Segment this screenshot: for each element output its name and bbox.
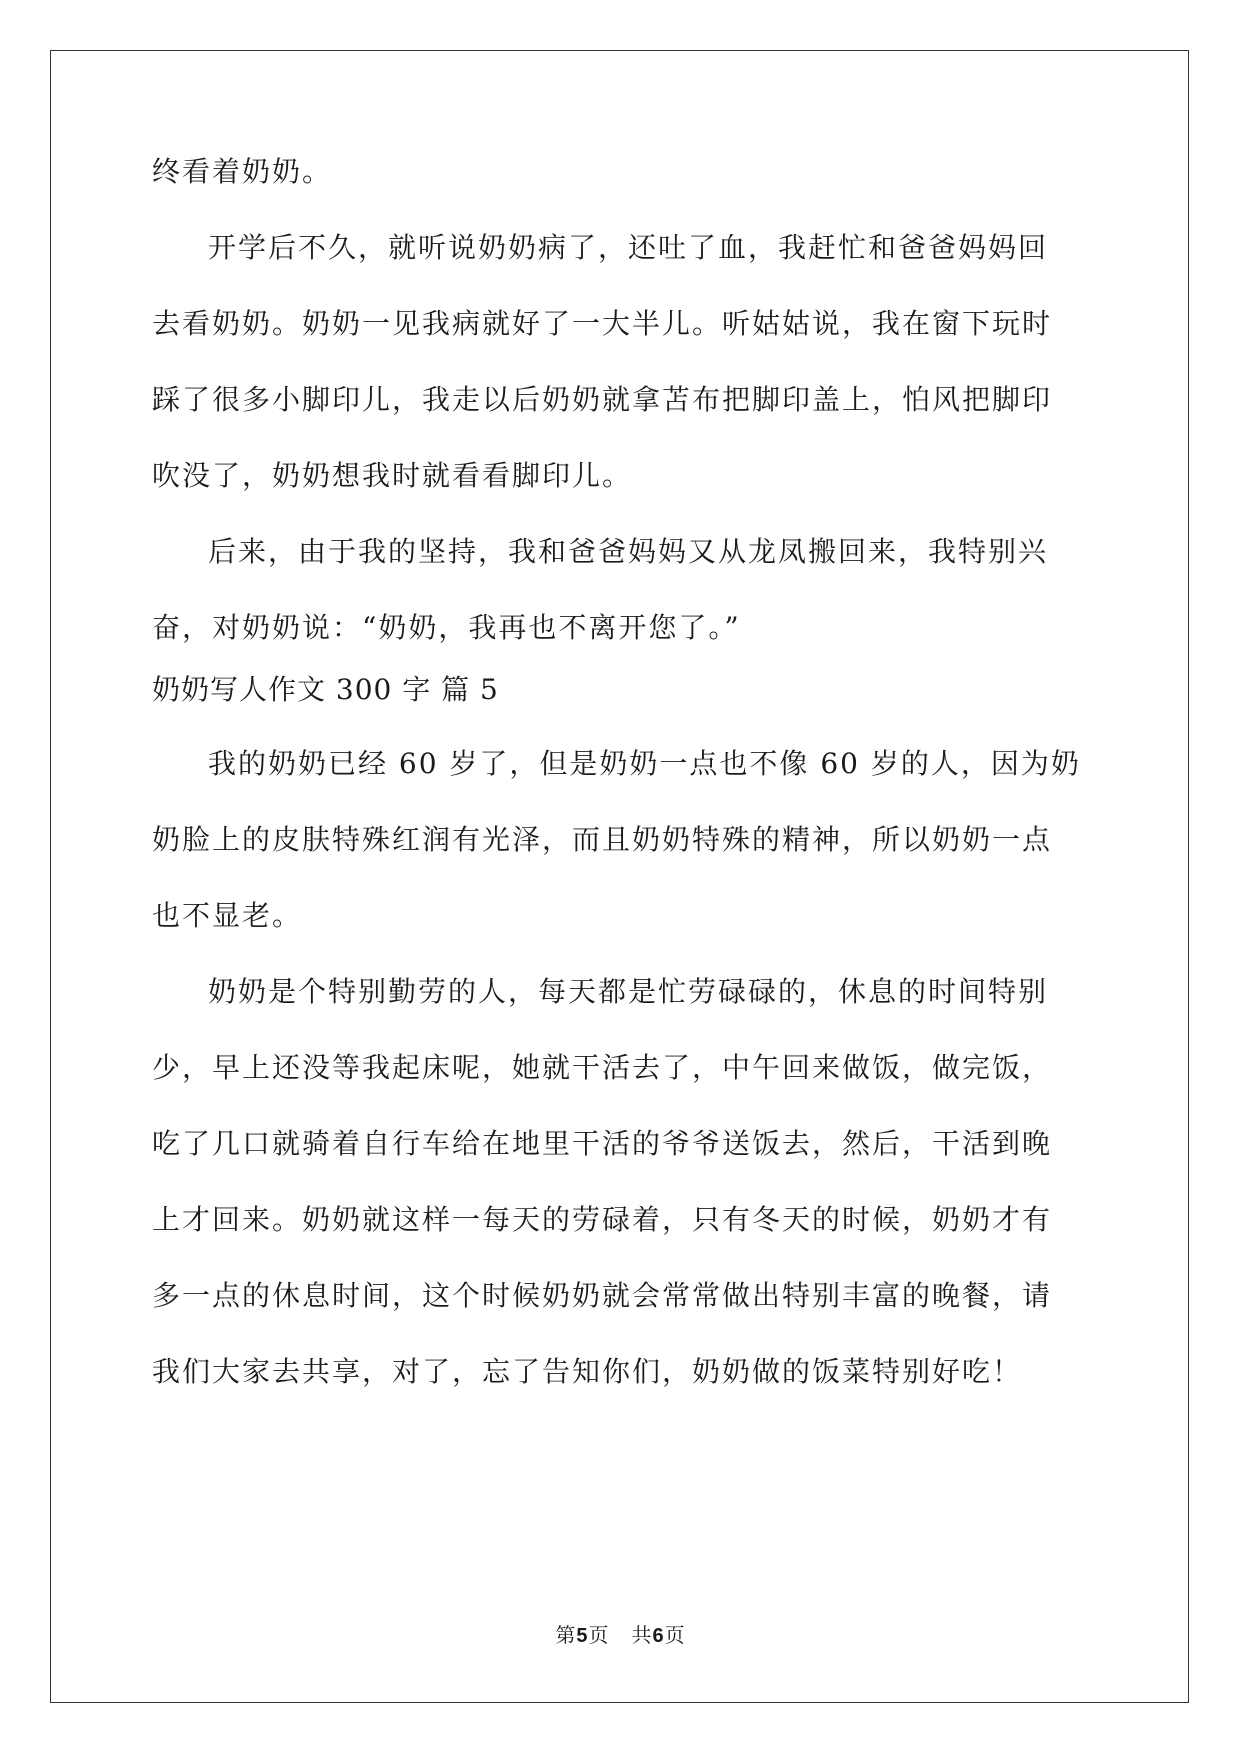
text-line: 踩了很多小脚印儿，我走以后奶奶就拿苫布把脚印盖上，怕风把脚印 <box>152 383 1053 416</box>
text-line: 奋，对奶奶说：“奶奶，我再也不离开您了。” <box>152 611 741 644</box>
text-line: 我们大家去共享，对了，忘了告知你们，奶奶做的饭菜特别好吃！ <box>152 1355 1023 1388</box>
paragraph-line: 奶奶是个特别勤劳的人，每天都是忙劳碌碌的，休息的时间特别 <box>208 975 1049 1008</box>
text-line: 上才回来。奶奶就这样一每天的劳碌着，只有冬天的时候，奶奶才有 <box>152 1203 1053 1236</box>
page-footer <box>0 1622 1241 1649</box>
text-line: 终看着奶奶。 <box>152 155 333 188</box>
total-pages: 6 <box>652 1625 665 1647</box>
page-number: 5 <box>576 1625 589 1647</box>
footer-total-suffix: 页 <box>664 1623 686 1647</box>
text-line: 少，早上还没等我起床呢，她就干活去了，中午回来做饭，做完饭， <box>152 1051 1053 1084</box>
footer-prefix: 第 <box>555 1623 577 1647</box>
section-heading: 奶奶写人作文 300 字 篇 5 <box>152 673 499 706</box>
text-line: 吃了几口就骑着自行车给在地里干活的爷爷送饭去，然后，干活到晚 <box>152 1127 1053 1160</box>
page-border <box>50 50 1189 1703</box>
footer-total-prefix: 共 <box>631 1623 653 1647</box>
paragraph-line: 后来，由于我的坚持，我和爸爸妈妈又从龙凤搬回来，我特别兴 <box>208 535 1049 568</box>
text-line: 去看奶奶。奶奶一见我病就好了一大半儿。听姑姑说，我在窗下玩时 <box>152 307 1053 340</box>
text-line: 奶脸上的皮肤特殊红润有光泽，而且奶奶特殊的精神，所以奶奶一点 <box>152 823 1053 856</box>
footer-page-suffix: 页 <box>588 1623 610 1647</box>
text-line: 吹没了，奶奶想我时就看看脚印儿。 <box>152 459 633 492</box>
paragraph-line: 开学后不久，就听说奶奶病了，还吐了血，我赶忙和爸爸妈妈回 <box>208 231 1049 264</box>
paragraph-line: 我的奶奶已经 60 岁了，但是奶奶一点也不像 60 岁的人，因为奶 <box>208 747 1081 780</box>
text-line: 也不显老。 <box>152 899 303 932</box>
text-line: 多一点的休息时间，这个时候奶奶就会常常做出特别丰富的晚餐，请 <box>152 1279 1053 1312</box>
